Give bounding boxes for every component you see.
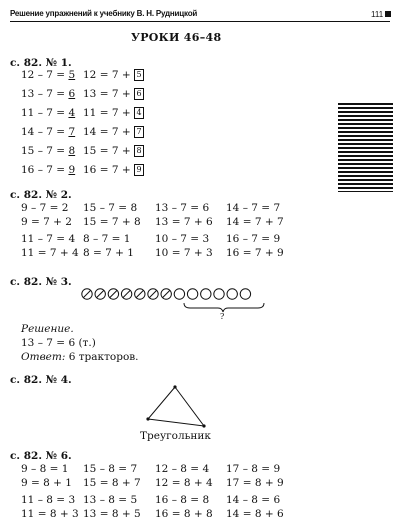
cross-out-stroke <box>136 290 143 297</box>
ex1-boxed-answer: 8 <box>134 145 144 157</box>
header-rule <box>10 21 390 22</box>
open-circle <box>214 289 224 299</box>
ex1-boxed-answer: 7 <box>134 126 144 138</box>
answer-text: 6 тракторов. <box>65 351 139 363</box>
ex2-equation: 13 – 7 = 6 <box>155 202 210 214</box>
ex1-left-expr: 12 – 7 = <box>21 69 69 81</box>
ex6-equation: 17 = 8 + 9 <box>226 477 284 489</box>
thumb-index-stripes <box>338 103 393 192</box>
cross-out-stroke <box>110 290 117 297</box>
ex6-equation: 13 – 8 = 5 <box>83 494 138 506</box>
ex1-left-expr: 14 – 7 = <box>21 126 69 138</box>
ex1-left-answer: 4 <box>68 107 76 119</box>
page-number: 111 <box>371 10 384 19</box>
ex1-right-equation <box>83 107 144 119</box>
page-marker <box>385 11 391 17</box>
ex1-right-expr: 15 = 7 + <box>83 145 134 157</box>
ex1-boxed-answer: 5 <box>134 69 144 81</box>
solution-equation: 13 – 7 = 6 (т.) <box>21 337 96 349</box>
ex2-equation: 15 = 7 + 8 <box>83 216 141 228</box>
ex1-right-equation <box>83 126 144 138</box>
ex6-equation: 9 = 8 + 1 <box>21 477 72 489</box>
ex6-title: с. 82. № 6. <box>10 450 72 462</box>
ex1-left-answer: 5 <box>68 69 76 81</box>
ex1-right-equation <box>83 69 144 81</box>
open-circle <box>187 289 197 299</box>
open-circle <box>201 289 211 299</box>
open-circle <box>174 289 184 299</box>
ex2-equation: 10 = 7 + 3 <box>155 247 213 259</box>
ex1-left-expr: 13 – 7 = <box>21 88 69 100</box>
ex6-equation: 12 = 8 + 4 <box>155 477 213 489</box>
ex1-right-expr: 14 = 7 + <box>83 126 134 138</box>
ex1-right-equation <box>83 164 144 176</box>
ex2-equation: 13 = 7 + 6 <box>155 216 213 228</box>
ex1-left-equation <box>21 107 75 119</box>
ex6-equation: 12 – 8 = 4 <box>155 463 210 475</box>
ex2-equation: 11 – 7 = 4 <box>21 233 76 245</box>
triangle-figure <box>140 380 215 430</box>
ex6-equation: 16 – 8 = 8 <box>155 494 210 506</box>
ex1-left-equation <box>21 145 75 157</box>
ex6-equation: 14 = 8 + 6 <box>226 508 284 520</box>
ex4-title: с. 82. № 4. <box>10 374 72 386</box>
triangle-label: Треугольник <box>140 430 211 442</box>
running-header-title: Решение упражнений к учебнику В. Н. Рудницкой <box>10 9 198 18</box>
ex1-boxed-answer: 9 <box>134 164 144 176</box>
ex1-right-expr: 16 = 7 + <box>83 164 134 176</box>
ex1-right-expr: 12 = 7 + <box>83 69 134 81</box>
ex1-left-equation <box>21 126 75 138</box>
ex3-circles-figure <box>80 284 275 324</box>
ex2-equation: 9 = 7 + 2 <box>21 216 72 228</box>
ex1-right-equation <box>83 88 144 100</box>
cross-out-stroke <box>96 290 103 297</box>
ex1-boxed-answer: 4 <box>134 107 144 119</box>
lesson-title: УРОКИ 46–48 <box>131 31 222 44</box>
ex1-right-expr: 13 = 7 + <box>83 88 134 100</box>
ex1-left-equation <box>21 164 75 176</box>
ex2-equation: 9 – 7 = 2 <box>21 202 69 214</box>
ex2-equation: 14 – 7 = 7 <box>226 202 281 214</box>
ex1-left-expr: 15 – 7 = <box>21 145 69 157</box>
cross-out-stroke <box>149 290 156 297</box>
solution-label: Решение. <box>21 323 74 335</box>
brace-question: ? <box>220 312 225 321</box>
ex2-equation: 14 = 7 + 7 <box>226 216 284 228</box>
ex2-equation: 8 = 7 + 1 <box>83 247 134 259</box>
ex1-boxed-answer: 6 <box>134 88 144 100</box>
brace <box>184 303 264 312</box>
ex1-right-equation <box>83 145 144 157</box>
ex6-equation: 15 = 8 + 7 <box>83 477 141 489</box>
ex1-left-equation <box>21 69 75 81</box>
ex3-title: с. 82. № 3. <box>10 276 72 288</box>
ex6-equation: 11 – 8 = 3 <box>21 494 76 506</box>
ex2-equation: 11 = 7 + 4 <box>21 247 79 259</box>
ex2-equation: 16 – 7 = 9 <box>226 233 281 245</box>
ex2-title: с. 82. № 2. <box>10 189 72 201</box>
ex6-equation: 17 – 8 = 9 <box>226 463 281 475</box>
ex2-equation: 15 – 7 = 8 <box>83 202 138 214</box>
open-circle <box>227 289 237 299</box>
answer-line <box>21 351 139 363</box>
cross-out-stroke <box>123 290 130 297</box>
ex1-left-expr: 11 – 7 = <box>21 107 69 119</box>
ex1-left-answer: 7 <box>68 126 76 138</box>
ex6-equation: 13 = 8 + 5 <box>83 508 141 520</box>
cross-out-stroke <box>83 290 90 297</box>
ex1-left-answer: 6 <box>68 88 76 100</box>
cross-out-stroke <box>162 290 169 297</box>
ex1-left-answer: 8 <box>68 145 76 157</box>
answer-label: Ответ: <box>21 351 66 363</box>
ex1-left-answer: 9 <box>68 164 76 176</box>
ex6-equation: 11 = 8 + 3 <box>21 508 79 520</box>
ex6-equation: 15 – 8 = 7 <box>83 463 138 475</box>
ex2-equation: 10 – 7 = 3 <box>155 233 210 245</box>
ex1-title: с. 82. № 1. <box>10 57 72 69</box>
ex6-equation: 16 = 8 + 8 <box>155 508 213 520</box>
ex1-left-equation <box>21 88 75 100</box>
ex1-left-expr: 16 – 7 = <box>21 164 69 176</box>
ex2-equation: 16 = 7 + 9 <box>226 247 284 259</box>
ex2-equation: 8 – 7 = 1 <box>83 233 131 245</box>
ex1-right-expr: 11 = 7 + <box>83 107 134 119</box>
ex6-equation: 14 – 8 = 6 <box>226 494 281 506</box>
open-circle <box>240 289 250 299</box>
ex6-equation: 9 – 8 = 1 <box>21 463 69 475</box>
